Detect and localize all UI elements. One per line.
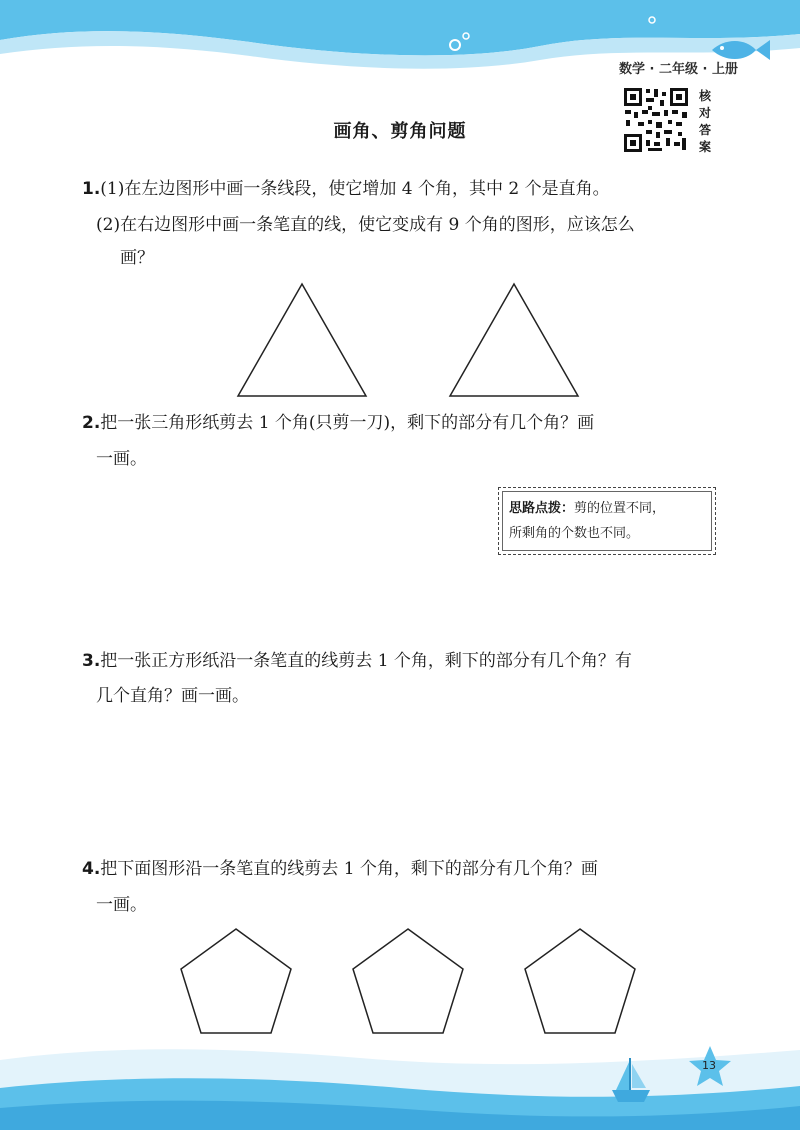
question-2 — [82, 407, 742, 440]
tip-text-2: 所剩角的个数也不同。 — [509, 526, 640, 541]
tip-text-1: 剪的位置不同， — [574, 501, 666, 516]
pentagon-1 — [181, 929, 291, 1033]
question-4 — [82, 853, 742, 886]
pentagon-2 — [353, 929, 463, 1033]
triangle-left — [238, 284, 366, 396]
page-title: 画角、剪角问题 — [333, 121, 467, 142]
pentagon-3 — [525, 929, 635, 1033]
question-1-part-2-cont: 画？ — [120, 248, 154, 268]
qr-caption-char: 核 — [698, 89, 711, 103]
qr-caption-char: 案 — [698, 140, 711, 154]
qr-caption-char: 答 — [698, 123, 711, 137]
page-number: 13 — [702, 1059, 716, 1072]
tip-box — [498, 487, 716, 555]
question-4-line-1: 把下面图形沿一条笔直的线剪去 1 个角，剩下的部分有几个角？画 — [100, 859, 598, 879]
question-number: 3. — [82, 651, 101, 671]
question-1 — [82, 173, 742, 206]
tip-label: 思路点拨： — [509, 501, 575, 516]
footer-wave-band — [0, 1030, 800, 1130]
question-1-part-1: (1)在左边图形中画一条线段，使它增加 4 个角，其中 2 个是直角。 — [100, 179, 610, 199]
question-3 — [82, 645, 742, 678]
book-label: 数学 · 二年级 · 上册 — [619, 62, 738, 77]
question-4-line-2: 一画。 — [96, 895, 147, 915]
qr-caption-char: 对 — [698, 106, 711, 120]
question-2-line-2: 一画。 — [96, 449, 147, 469]
question-3-line-2: 几个直角？画一画。 — [96, 686, 249, 706]
pentagons-figure — [175, 925, 655, 1040]
question-3-line-1: 把一张正方形纸沿一条笔直的线剪去 1 个角，剩下的部分有几个角？有 — [100, 651, 632, 671]
question-1-part-2: (2)在右边图形中画一条笔直的线，使它变成有 9 个角的图形，应该怎么 — [96, 215, 635, 235]
question-2-line-1: 把一张三角形纸剪去 1 个角(只剪一刀)，剩下的部分有几个角？画 — [100, 413, 595, 433]
question-number: 4. — [82, 859, 101, 879]
question-number: 2. — [82, 413, 101, 433]
triangle-right — [450, 284, 578, 396]
question-number: 1. — [82, 179, 101, 199]
triangles-figure — [230, 280, 590, 400]
